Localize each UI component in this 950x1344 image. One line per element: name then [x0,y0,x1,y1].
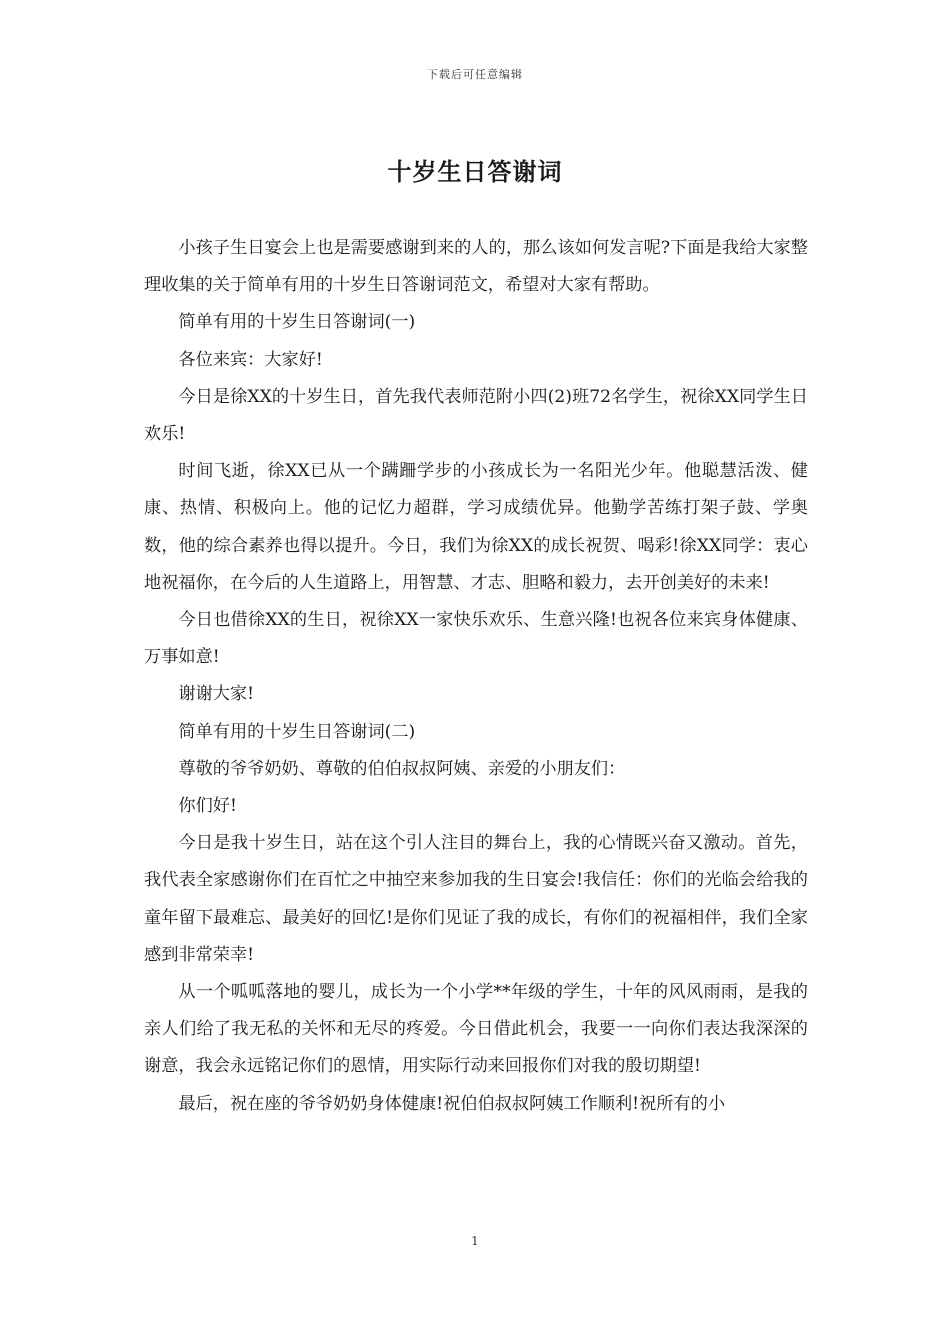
section-heading-2: 简单有用的十岁生日答谢词(二) [178,721,416,742]
paragraph: 今日也借徐XX的生日，祝徐XX一家快乐欢乐、生意兴隆!也祝各位来宾身体健康、万事如意! [144,610,808,668]
paragraph-salutation: 尊敬的爷爷奶奶、尊敬的伯伯叔叔阿姨、亲爱的小朋友们： [178,758,626,779]
header-note: 下载后可任意编辑 [427,68,523,81]
page-number: 1 [471,1234,479,1248]
paragraph: 今日是我十岁生日，站在这个引人注目的舞台上，我的心情既兴奋又激动。首先，我代表全家感谢你们在百忙之中抽空来参加我的生日宴会!我信任：你们的光临会给我的童年留下最难忘、最美好的回忆!是你们见证了我的成长，有你们的祝福相伴，我们全家感到非常荣幸! [144,833,808,965]
paragraph-thanks: 谢谢大家! [178,684,255,705]
page-title: 十岁生日答谢词 [387,157,563,186]
paragraph: 时间飞逝，徐XX已从一个蹒跚学步的小孩成长为一名阳光少年。他聪慧活泼、健康、热情、积极向上。他的记忆力超群，学习成绩优异。他勤学苦练打架子鼓、学奥数，他的综合素养也得以提升。今日，我们为徐XX的成长祝贺、喝彩!徐XX同学：衷心地祝福你，在今后的人生道路上，用智慧、才志、胆略和毅力，去开创美好的未来! [144,461,808,593]
paragraph: 最后，祝在座的爷爷奶奶身体健康!祝伯伯叔叔阿姨工作顺利!祝所有的小 [178,1093,726,1114]
paragraph-intro: 小孩子生日宴会上也是需要感谢到来的人的，那么该如何发言呢?下面是我给大家整理收集的关于简单有用的十岁生日答谢词范文，希望对大家有帮助。 [144,238,808,296]
document-body [144,230,808,1123]
paragraph-greeting-2: 你们好! [178,796,237,817]
paragraph: 从一个呱呱落地的婴儿，成长为一个小学**年级的学生，十年的风风雨雨，是我的亲人们给了我无私的关怀和无尽的疼爱。今日借此机会，我要一一向你们表达我深深的谢意，我会永远铭记你们的恩情，用实际行动来回报你们对我的殷切期望! [144,982,808,1077]
paragraph: 今日是徐XX的十岁生日，首先我代表师范附小四(2)班72名学生，祝徐XX同学生日欢乐! [144,386,808,445]
paragraph-greeting-1: 各位来宾：大家好! [178,349,323,370]
section-heading-1: 简单有用的十岁生日答谢词(一) [178,312,416,333]
